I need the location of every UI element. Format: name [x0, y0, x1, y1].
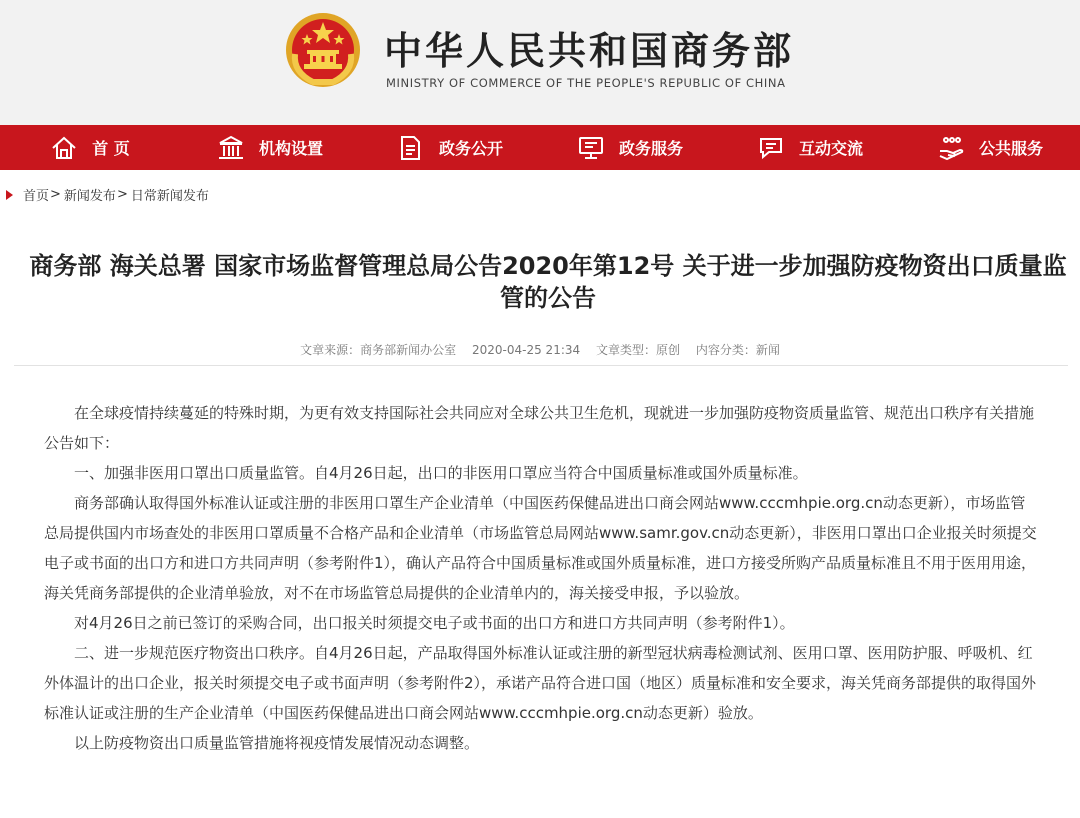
article-source: 文章来源：商务部新闻办公室 [300, 343, 457, 357]
article-paragraph: 对4月26日之前已签订的采购合同，出口报关时须提交电子或书面的出口方和进口方共同声明（参考附件1）。 [74, 614, 795, 632]
site-title[interactable]: 中华人民共和国商务部 [384, 29, 795, 73]
article-type: 文章类型：原创 [595, 343, 680, 357]
article-body [44, 398, 1040, 758]
nav-item-interaction[interactable] [720, 125, 900, 170]
nav-item-public-services[interactable] [900, 125, 1080, 170]
nav-item-label: 政务公开 [438, 139, 503, 158]
breadcrumb-arrow-icon [6, 190, 13, 200]
article-meta [0, 341, 1080, 358]
article-paragraph: 在全球疫情持续蔓延的特殊时期，为更有效支持国际社会共同应对全球公共卫生危机，现就进一步加强防疫物资质量监管、规范出口秩序有关措施公告如下： [44, 404, 1035, 452]
nav-item-label: 公共服务 [978, 139, 1043, 158]
article-paragraph: 一、加强非医用口罩出口质量监管。自4月26日起，出口的非医用口罩应当符合中国质量标准或国外质量标准。 [74, 464, 808, 482]
nav-item-label: 首 页 [92, 139, 130, 158]
article-paragraph: 以上防疫物资出口质量监管措施将视疫情发展情况动态调整。 [74, 734, 480, 752]
breadcrumb-daily-news[interactable]: 日常新闻发布 [130, 189, 209, 204]
nav-item-organization[interactable] [180, 125, 360, 170]
nav-item-home[interactable] [0, 125, 180, 170]
breadcrumb-separator: > [116, 187, 128, 202]
article-category: 内容分类：新闻 [695, 343, 780, 357]
nav-item-government-affairs[interactable] [360, 125, 540, 170]
nav-item-label: 政务服务 [618, 139, 683, 158]
breadcrumb-separator: > [50, 187, 61, 202]
nav-item-label: 机构设置 [258, 139, 323, 158]
article-paragraph: 二、进一步规范医疗物资出口秩序。自4月26日起，产品取得国外标准认证或注册的新型冠状病毒检测试剂、医用口罩、医用防护服、呼吸机、红外体温计的出口企业，报关时须提交电子或书面声明（参考附件2），承诺产品符合进口国（地区）质量标准和安全要求，海关凭商务部提供的取得国外标准认证或注册的生产企业清单（中国医药保健品进出口商会网站www.cccmhpie.org.cn动态更新）验放。 [44, 644, 1037, 722]
home-icon [50, 134, 78, 162]
message-icon [757, 134, 785, 162]
building-icon [217, 134, 245, 162]
national-emblem-icon[interactable] [283, 10, 363, 90]
site-subtitle: MINISTRY OF COMMERCE OF THE PEOPLE'S REPUBLIC OF CHINA [386, 76, 786, 90]
breadcrumb-home[interactable]: 首页 [23, 189, 50, 204]
breadcrumb [6, 185, 209, 204]
meta-divider [14, 365, 1068, 366]
site-header [0, 0, 1080, 125]
nav-item-services[interactable] [540, 125, 720, 170]
article-paragraph: 商务部确认取得国外标准认证或注册的非医用口罩生产企业清单（中国医药保健品进出口商会网站www.cccmhpie.org.cn动态更新），市场监管总局提供国内市场查处的非医用口罩质量不合格产品和企业清单（市场监管总局网站www.samr.gov.cn动态更新），非医用口罩出口企业报关时须提交电子或书面的出口方和进口方共同声明（参考附件1），确认产品符合中国质量标准或国外质量标准，进口方接受所购产品质量标准且不用于医用用途，海关凭商务部提供的企业清单验放，对不在市场监管总局提供的企业清单内的，海关接受申报，予以验放。 [44, 494, 1037, 602]
nav-item-label: 互动交流 [798, 139, 863, 158]
breadcrumb-news-release[interactable]: 新闻发布 [63, 189, 116, 204]
hand-service-icon [937, 134, 965, 162]
main-nav [0, 125, 1080, 170]
monitor-icon [577, 134, 605, 162]
article-date: 2020-04-25 21:34 [472, 343, 581, 357]
article-title: 商务部 海关总署 国家市场监督管理总局公告2020年第12号 关于进一步加强防疫物资出口质量监管的公告 [29, 252, 1067, 312]
document-icon [397, 134, 425, 162]
